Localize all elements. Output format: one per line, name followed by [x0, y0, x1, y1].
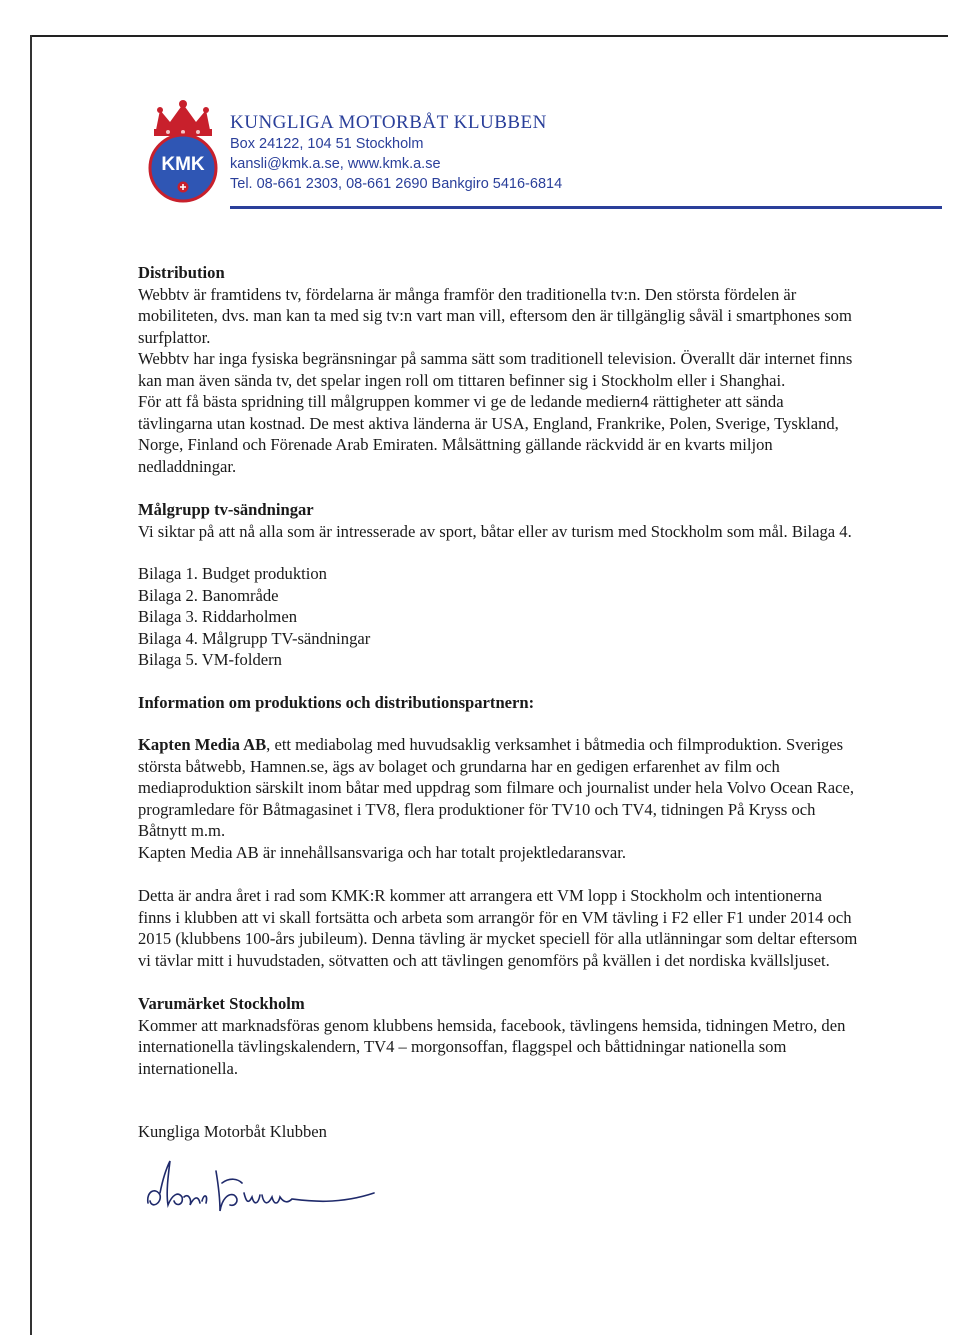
annex-item: Bilaga 5. VM-foldern [138, 650, 282, 669]
section-target-audience [138, 499, 858, 542]
distribution-para-1: Webbtv är framtidens tv, fördelarna är många framför den traditionella tv:n. Den största fördelen är mobiliteten, dvs. man kan ta med sig tv:n vart man vill, eftersom den är tillgänglig såväl i smartphones som surfplattor. [138, 284, 852, 347]
sender-name: Kungliga Motorbåt Klubben [138, 1122, 327, 1141]
section-brand-stockholm [138, 993, 858, 1079]
heading-brand-stockholm: Varumärket Stockholm [138, 994, 305, 1013]
scan-edge-left [30, 35, 32, 1335]
partner-para-1 [138, 734, 858, 842]
org-name: KUNGLIGA MOTORBÅT KLUBBEN [230, 112, 547, 133]
scan-edge-top [30, 35, 948, 37]
heading-distribution: Distribution [138, 263, 225, 282]
partner-para-2: Kapten Media AB är innehållsansvariga och har totalt projektledaransvar. [138, 842, 626, 862]
section-world-championship [138, 885, 858, 971]
partner-description: , ett mediabolag med huvudsaklig verksamhet i båtmedia och filmproduktion. Sveriges största båtwebb, Hamnen.se, ägs av bolaget och grundarna har en gedigen erfarenhet av film och mediaproduktion särskilt inom båtar med uppdrag som filmare och journalist under hela Volvo Ocean Race, programledare för Båtmagasinet i TV8, flera produktioner för TV10 och TV4, tidningen På Kryss och Båtnytt m.m. [138, 735, 854, 840]
section-partner-info [138, 692, 858, 864]
org-phone: Tel. 08-661 2303, 08-661 2690 Bankgiro 5416-6814 [230, 176, 563, 192]
heading-partner-info: Information om produktions och distributionspartnern: [138, 692, 535, 712]
section-distribution [138, 262, 858, 477]
logo-text: KMK [161, 154, 205, 175]
letterhead [138, 96, 818, 216]
annex-item: Bilaga 4. Målgrupp TV-sändningar [138, 628, 371, 648]
club-logo [138, 96, 228, 204]
annex-item: Bilaga 3. Riddarholmen [138, 607, 297, 626]
handwritten-signature-icon [138, 1153, 388, 1225]
annex-list [138, 563, 858, 671]
target-para: Vi siktar på att nå alla som är intresserade av sport, båtar eller av turism med Stockholm som mål. Bilaga 4. [138, 521, 852, 541]
heading-target-audience: Målgrupp tv-sändningar [138, 500, 314, 519]
partner-company-name: Kapten Media AB [138, 735, 267, 754]
distribution-para-3: För att få bästa spridning till målgruppen kommer vi ge de ledande mediern4 rättigheter att sända tävlingarna utan kostnad. De mest aktiva länderna är USA, England, Frankrike, Polen, Sverige, Tyskland, Norge, Finland och Förenade Arab Emiraten. Målsättning gällande räckvidd är en kvarts miljon nedladdningar. [138, 392, 839, 476]
distribution-para-2: Webbtv har inga fysiska begränsningar på samma sätt som traditionell television. Överallt där internet finns kan man även sända tv, det spelar ingen roll om tittaren befinner sig i Stockholm eller i Shanghai. [138, 349, 853, 390]
org-address: Box 24122, 104 51 Stockholm [230, 136, 424, 152]
org-contact-block [230, 112, 562, 194]
letter-body [138, 262, 858, 1225]
world-championship-para: Detta är andra året i rad som KMK:R kommer att arrangera ett VM lopp i Stockholm och intentionerna finns i klubben att vi skall fortsätta och arbeta som arrangör för en VM tävling i F2 eller F1 under 2014 och 2015 (klubbens 100-års jubileum). Denna tävling är mycket speciell för alla utlänningar som deltar eftersom vi tävlar mitt i huvudstaden, sötvatten och att tävlingen genomförs på kvällen i det nordiska kvällsljuset. [138, 886, 858, 970]
brand-para: Kommer att marknadsföras genom klubbens hemsida, facebook, tävlingens hemsida, tidningen Metro, den internationella tävlingskalendern, TV4 – morgonsoffan, flaggspel och båttidningar nationella som internationella. [138, 1015, 846, 1078]
letterhead-rule [230, 206, 942, 209]
signature-block [138, 1121, 858, 1225]
annex-item: Bilaga 2. Banområde [138, 585, 279, 605]
org-contact[interactable]: kansli@kmk.a.se, www.kmk.a.se [230, 156, 441, 172]
annex-item: Bilaga 1. Budget produktion [138, 564, 327, 583]
